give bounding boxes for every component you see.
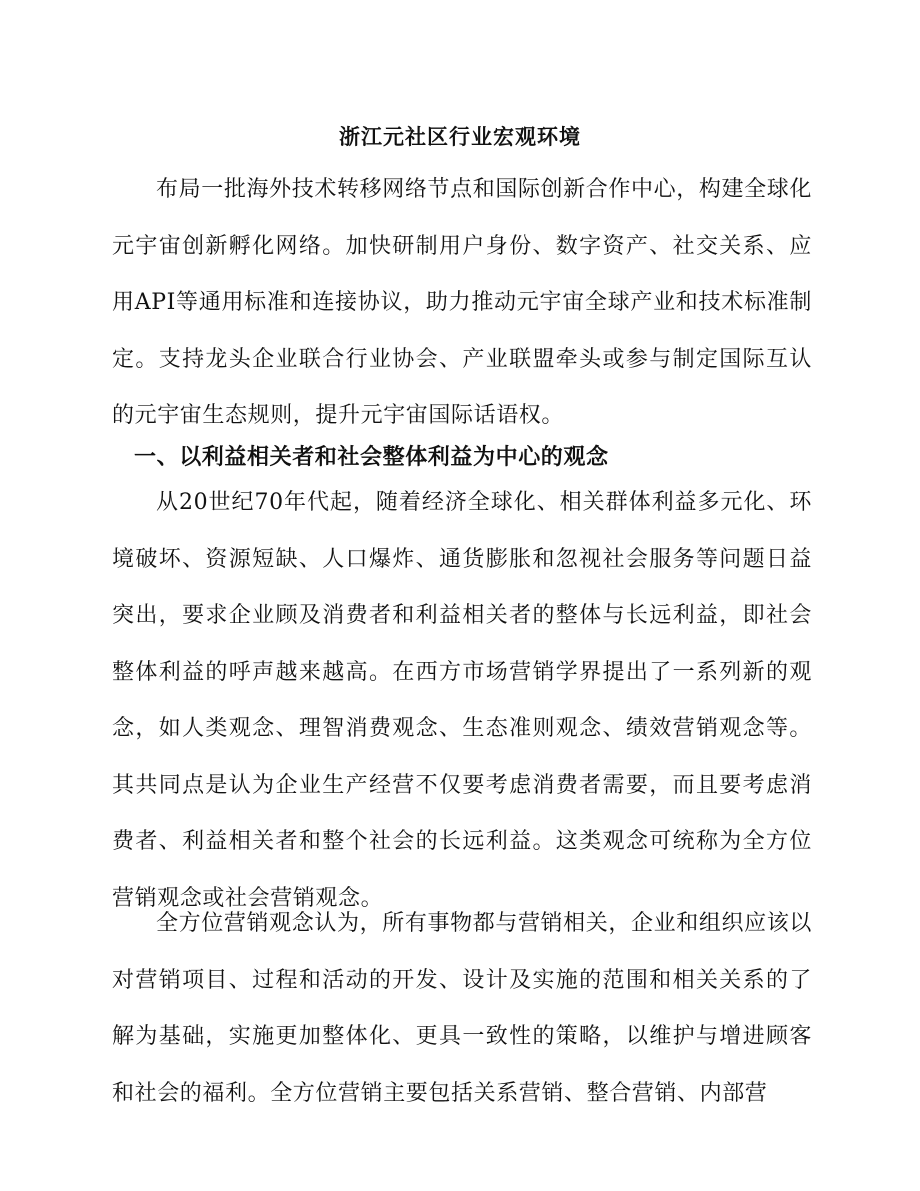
section-heading: 一、以利益相关者和社会整体利益为中心的观念 — [134, 444, 609, 470]
document-title: 浙江元社区行业宏观环境 — [339, 124, 581, 149]
paragraph-holistic-marketing: 全方位营销观念认为，所有事物都与营销相关，企业和组织应该以对营销项目、过程和活动的开发、设计及实施的范围和相关关系的了解为基础，实施更加整体化、更具一致性的策略，以维护与增进顾客和社会的福利。全方位营销主要包括关系营销、整合营销、内部营 — [112, 911, 812, 1106]
paragraph-intro: 布局一批海外技术转移网络节点和国际创新合作中心，构建全球化元宇宙创新孵化网络。加快研制用户身份、数字资产、社交关系、应用API等通用标准和连接协议，助力推动元宇宙全球产业和技术标准制定。支持龙头企业联合行业协会、产业联盟牵头或参与制定国际互认的元宇宙生态规则，提升元宇宙国际话语权。 — [112, 177, 812, 428]
paragraph-history: 从20世纪70年代起，随着经济全球化、相关群体利益多元化、环境破坏、资源短缺、人口爆炸、通货膨胀和忽视社会服务等问题日益突出，要求企业顾及消费者和利益相关者的整体与长远利益，即社会整体利益的呼声越来越高。在西方市场营销学界提出了一系列新的观念，如人类观念、理智消费观念、生态准则观念、绩效营销观念等。其共同点是认为企业生产经营不仅要考虑消费者需要，而且要考虑消费者、利益相关者和整个社会的长远利益。这类观念可统称为全方位营销观念或社会营销观念。 — [112, 490, 812, 911]
